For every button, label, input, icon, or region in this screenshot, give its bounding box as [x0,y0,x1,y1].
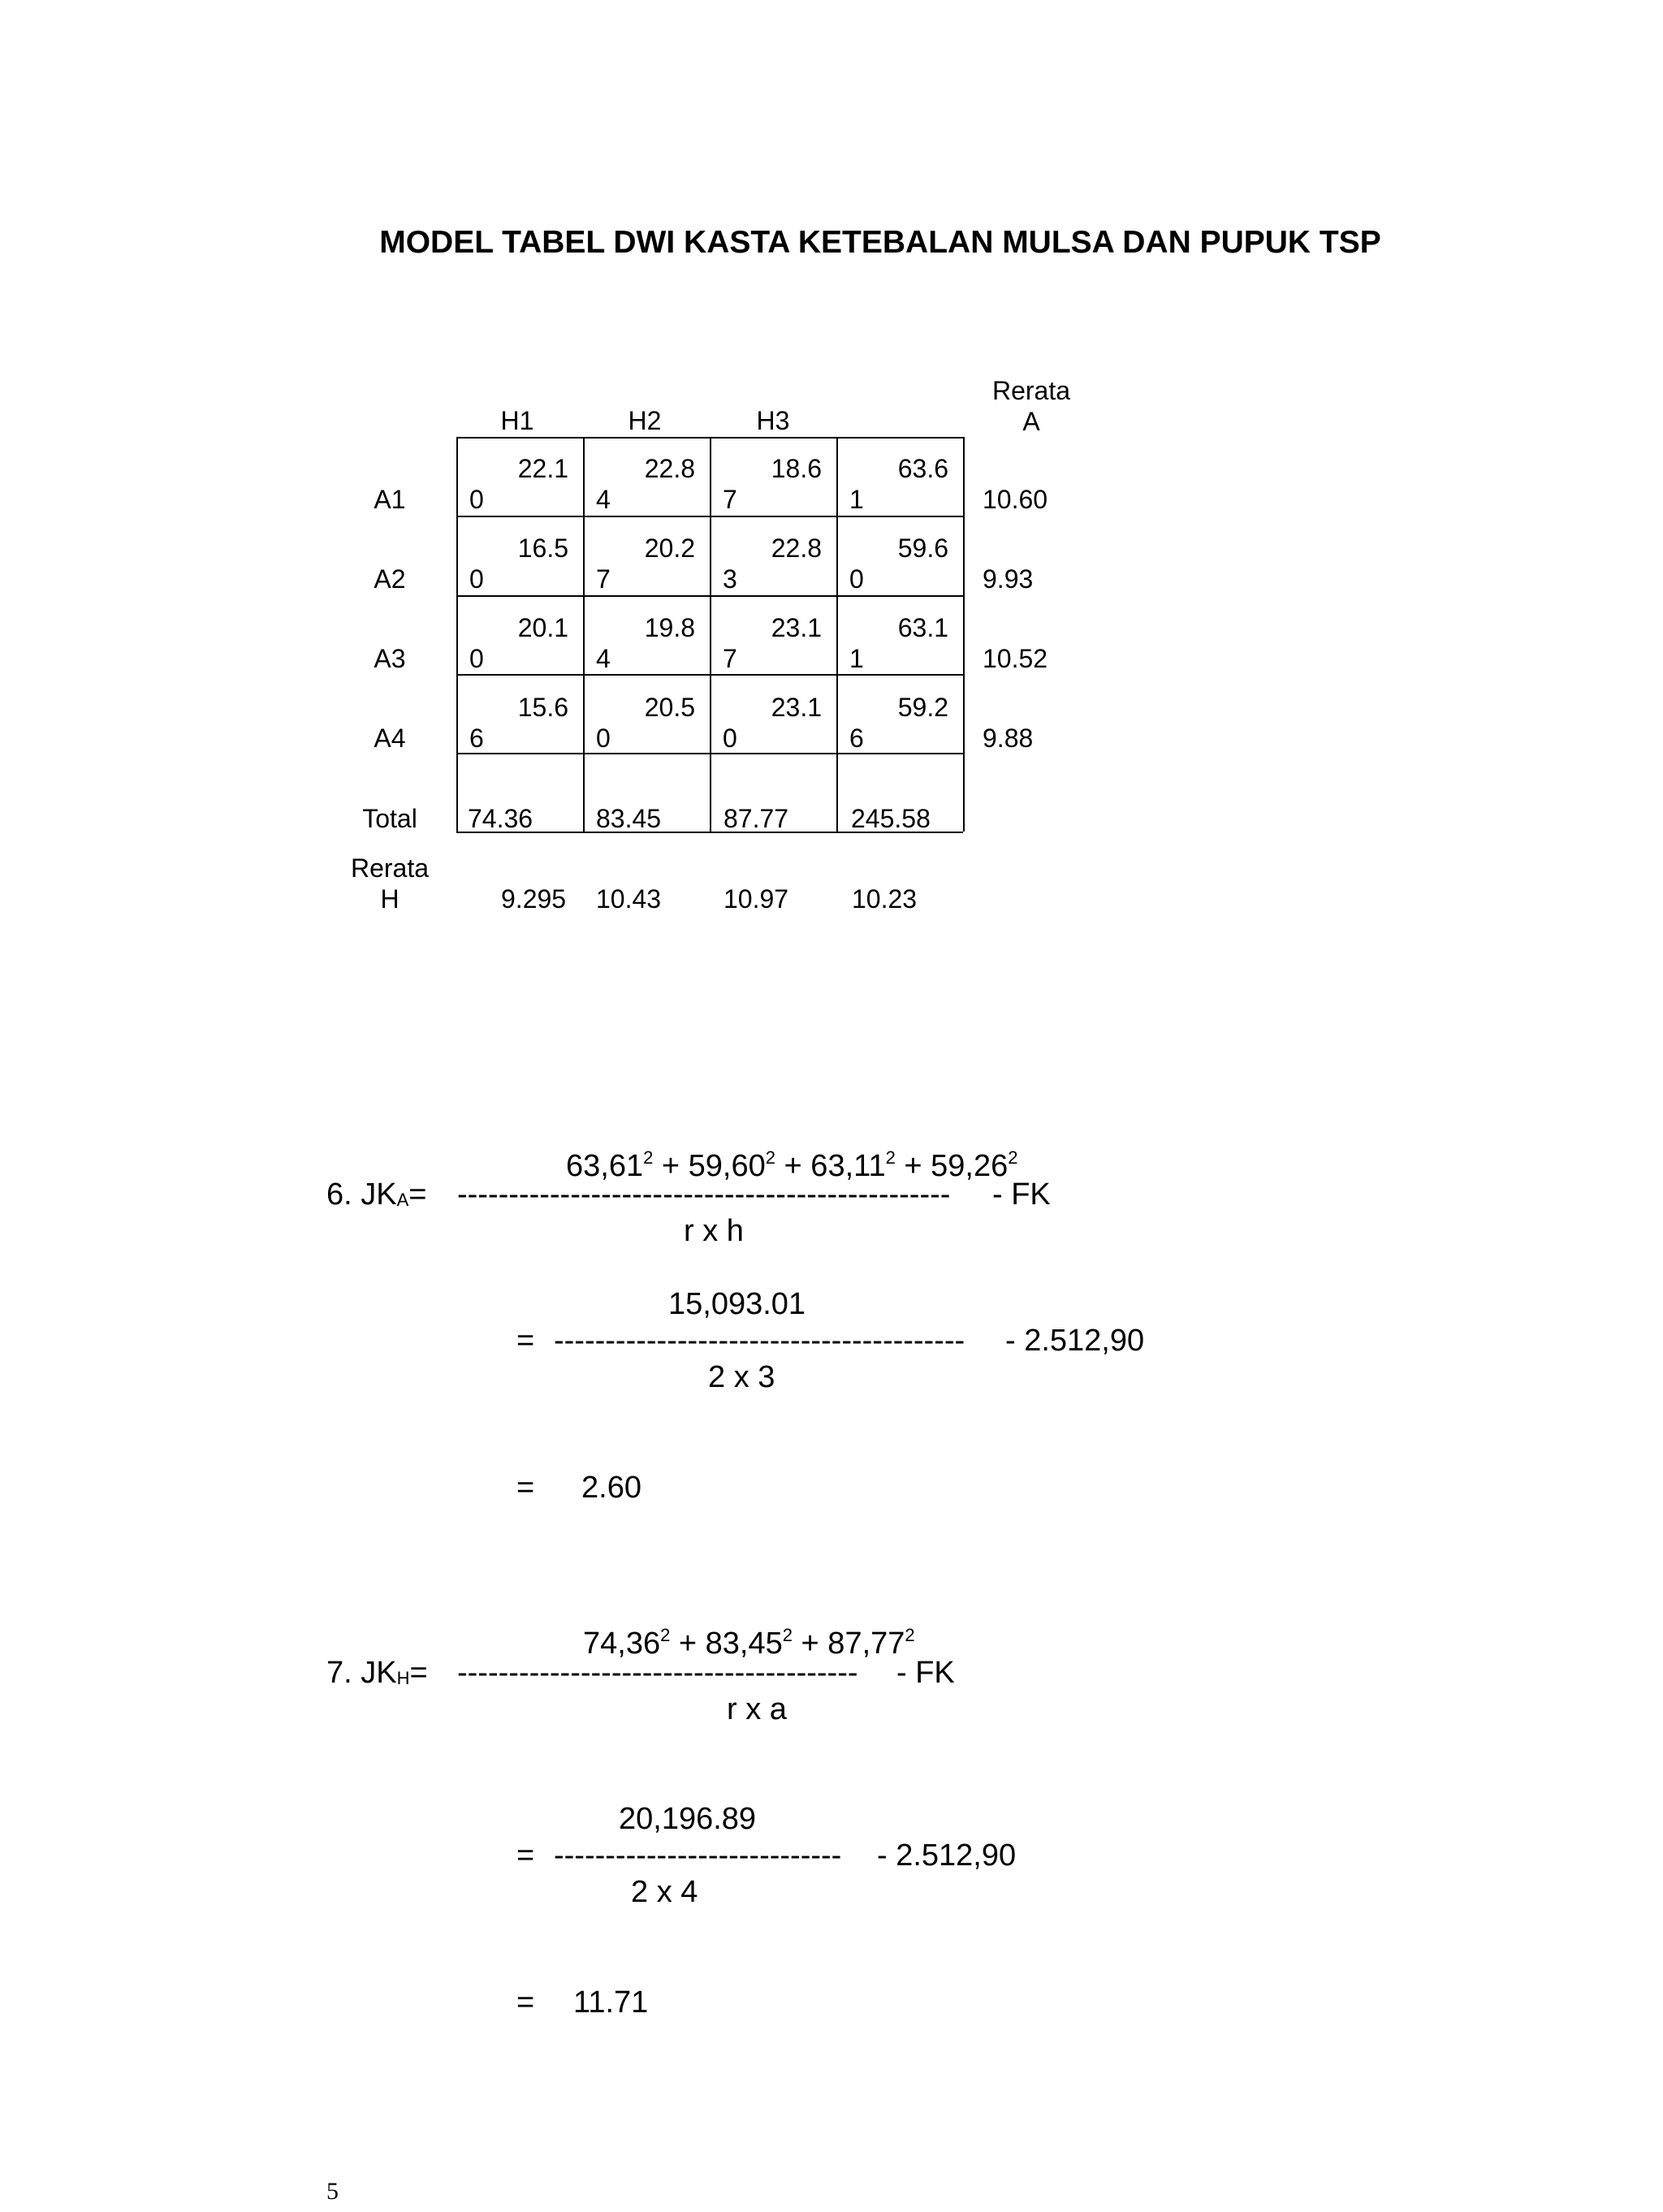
rerata-h-value: 10.43 [596,884,662,914]
equals-sign: = [516,1471,535,1505]
formula7-step2-denominator: 2 x 4 [631,1875,698,1909]
row-label-a3: A3 [374,644,406,673]
rerata-h-value: 10.23 [852,884,918,914]
table-cell: 22.1 0 [469,454,568,514]
table-cell: 23.1 7 [723,613,822,673]
rerata-a-header: Rerata A [991,376,1071,436]
table-cell: 22.8 3 [723,534,822,594]
formula6-result: 2.60 [581,1471,641,1505]
formula6-denominator: r x h [684,1214,744,1248]
minus-fk-value: - 2.512,90 [1005,1324,1145,1358]
row-label-a4: A4 [374,724,406,753]
formula7-step2-numerator: 20,196.89 [619,1802,757,1836]
table-cell: 23.1 0 [723,693,822,753]
equals-sign: = [516,1838,535,1873]
formula7-result: 11.71 [573,1985,649,2020]
table-cell: 18.6 7 [723,454,822,514]
formula6-step2-numerator: 15,093.01 [668,1287,806,1321]
column-header-h3: H3 [756,406,790,435]
formula6-step2-denominator: 2 x 3 [708,1360,775,1394]
formula6-label: 6. $JK_A=$ [326,1177,427,1212]
formula7-label: 7. $JK_H=$ [326,1656,428,1690]
table-cell: 19.8 4 [596,613,695,673]
table-cell: 63.6 1 [849,454,948,514]
fraction-bar: ------------------------------------------------ [457,1177,951,1212]
table-cell: 59.6 0 [849,534,948,594]
total-value: 83.45 [596,804,662,833]
table-cell: 20.5 0 [596,693,695,753]
table-cell: 15.6 6 [469,693,568,753]
total-value: 74.36 [468,804,533,833]
minus-fk: - FK [896,1656,955,1690]
total-value: 87.77 [724,804,789,833]
table-cell: 59.2 6 [849,693,948,753]
formula6-numerator: $63,61^2 + 59,60^2 + 63,11^2 + 59,26^2$ [566,1147,1018,1183]
total-label: Total [362,804,417,833]
page-title: MODEL TABEL DWI KASTA KETEBALAN MULSA DAN PUPUK TSP [379,225,1381,260]
fraction-bar: ---------------------------------------- [554,1324,965,1358]
page-number: 5 [326,2178,339,2205]
formula7-numerator: $74,36^2 + 83,45^2 + 87,77^2$ [583,1625,915,1661]
row-label-a1: A1 [374,485,406,514]
table-cell: 20.2 7 [596,534,695,594]
table-cell: 20.1 0 [469,613,568,673]
fraction-bar: --------------------------------------- [457,1656,858,1690]
rerata-h-label: Rerata H [350,853,430,914]
minus-fk: - FK [992,1177,1051,1212]
table-cell: 22.8 4 [596,454,695,514]
rerata-a-value: 10.52 [983,644,1048,673]
rerata-a-value: 9.93 [983,564,1034,594]
rerata-h-value: 9.295 [501,884,567,914]
rerata-a-value: 10.60 [983,485,1048,514]
column-header-h2: H2 [628,406,662,435]
rerata-h-value: 10.97 [724,884,789,914]
table-cell: 16.5 0 [469,534,568,594]
fraction-bar: ---------------------------- [554,1838,842,1873]
minus-fk-value: - 2.512,90 [877,1838,1017,1873]
row-label-a2: A2 [374,564,406,594]
column-header-h1: H1 [500,406,534,435]
equals-sign: = [516,1985,535,2020]
formula7-denominator: r x a [727,1692,787,1726]
equals-sign: = [516,1324,535,1358]
total-value: 245.58 [851,804,931,833]
table-cell: 63.1 1 [849,613,948,673]
rerata-a-value: 9.88 [983,724,1034,753]
